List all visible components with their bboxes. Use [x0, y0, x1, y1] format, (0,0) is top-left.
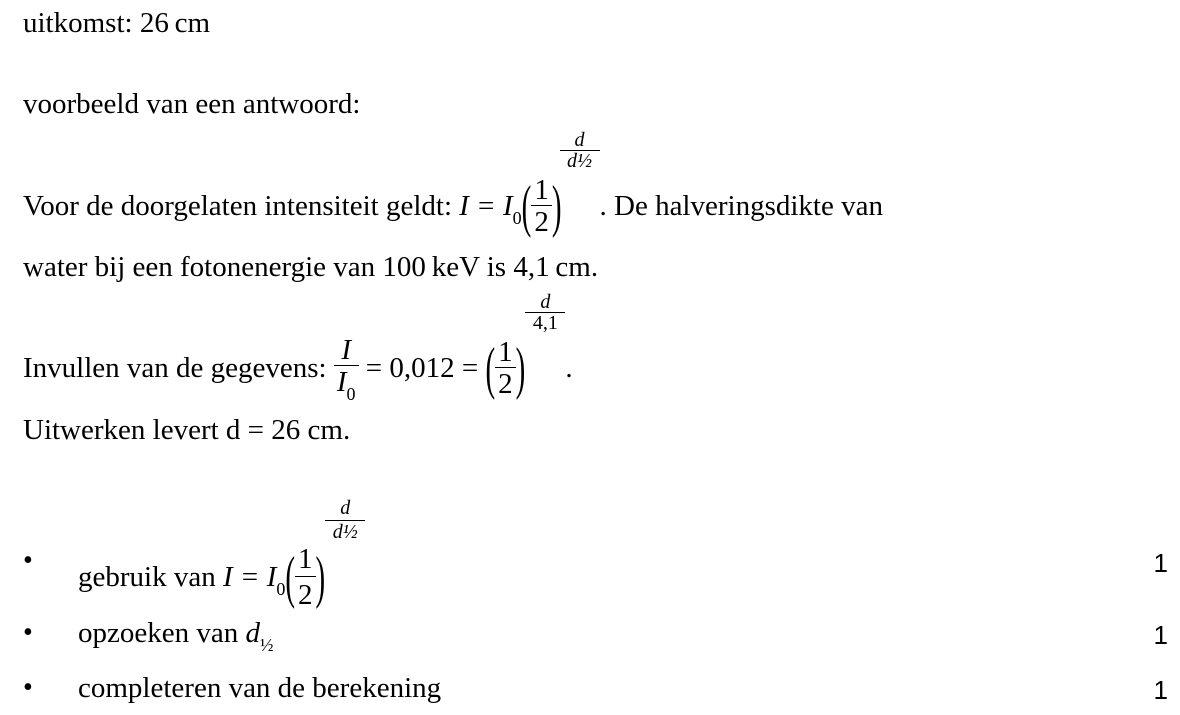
- formula-line-2: [23, 291, 573, 404]
- exp-den-2: 4,1: [525, 312, 565, 333]
- line3-text-before: Invullen van de gegevens:: [23, 352, 334, 385]
- score-1: 1: [1153, 548, 1168, 578]
- half-fraction: [531, 176, 552, 237]
- criterion-1-text: gebruik van: [78, 561, 223, 594]
- ratio-fraction: [334, 334, 359, 404]
- voorbeeld-heading: voorbeeld van een antwoord:: [23, 88, 361, 120]
- half-fraction-2: [495, 338, 516, 399]
- b1-left-paren: (: [285, 546, 296, 611]
- score-3: 1: [1153, 675, 1168, 705]
- equals-value: = 0,012 =: [358, 352, 486, 385]
- score-2: 1: [1153, 620, 1168, 650]
- ratio-den: [334, 365, 359, 404]
- bullet-1: •: [23, 545, 33, 576]
- frac-num: 1: [534, 174, 549, 206]
- b1-formula-sub: 0: [276, 579, 286, 600]
- exponent-2: [525, 292, 565, 333]
- formula-intensity: [459, 129, 599, 240]
- left-paren-2: (: [485, 337, 496, 402]
- b1-exponent: [325, 497, 365, 544]
- ratio-den-sub: 0: [346, 384, 356, 404]
- ratio-num: I: [341, 334, 352, 366]
- halveringsdikte-line: water bij een fotonenergie van 100 keV is 4,1 cm.: [23, 251, 599, 283]
- criterion-1-formula: [222, 497, 365, 614]
- criterion-2: [78, 617, 274, 655]
- criterion-3: completeren van de berekening: [78, 672, 442, 704]
- b1-frac-num: 1: [298, 543, 313, 575]
- result-formula: d = 26 cm: [225, 414, 343, 446]
- frac-num-2: 1: [498, 336, 513, 368]
- exp-num: d: [574, 129, 585, 152]
- ratio-den-sym: I: [336, 366, 347, 398]
- right-paren: ): [551, 175, 562, 240]
- bullet-3: •: [23, 672, 33, 703]
- line1-text-before: Voor de doorgelaten intensiteit geldt:: [23, 190, 460, 223]
- b1-formula-lhs: I = I: [222, 561, 277, 594]
- uitkomst-line: uitkomst: 26 cm: [23, 7, 211, 39]
- exp-num-2: d: [540, 291, 551, 314]
- criterion-2-formula: [245, 617, 274, 655]
- bullet-2: •: [23, 617, 33, 648]
- result-line: [23, 416, 350, 445]
- exponent: [560, 130, 600, 171]
- b1-half-fraction: [295, 543, 316, 612]
- formula-sub: 0: [512, 208, 522, 229]
- frac-den-2: 2: [495, 367, 516, 399]
- left-paren: (: [521, 175, 532, 240]
- line4-text-after: .: [342, 414, 351, 446]
- formula-line-1: [23, 129, 883, 240]
- criterion-2-text: opzoeken van: [78, 617, 246, 649]
- criterion-1: [78, 497, 365, 614]
- b1-frac-den: 2: [295, 576, 316, 612]
- line4-text-before: Uitwerken levert: [23, 414, 226, 446]
- b1-exp-num: d: [340, 497, 351, 520]
- b1-exp-den: d½: [325, 520, 365, 544]
- b1-right-paren: ): [315, 546, 326, 611]
- line3-text-after: .: [565, 352, 573, 385]
- exp-den: d½: [560, 150, 600, 171]
- formula-lhs: I = I: [459, 190, 513, 223]
- b2-sub: ½: [260, 635, 274, 655]
- line1-text-after: . De halveringsdikte van: [599, 190, 883, 223]
- frac-den: 2: [531, 205, 552, 237]
- b2-sym: d: [245, 617, 260, 649]
- right-paren-2: ): [515, 337, 526, 402]
